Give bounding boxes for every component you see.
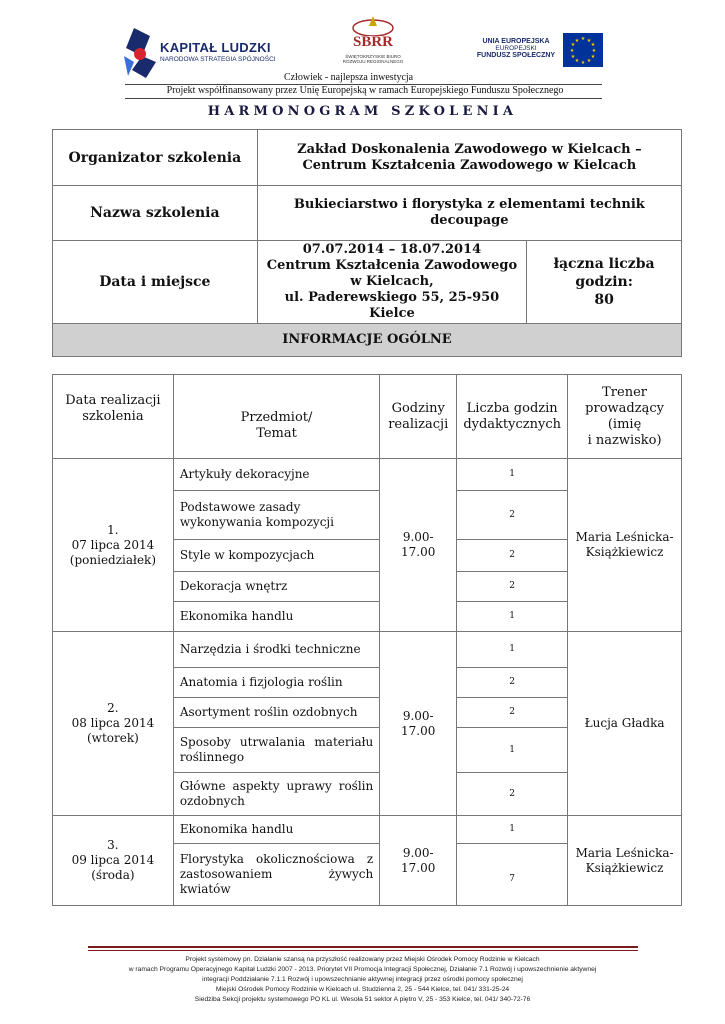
day-number: 1. [107, 522, 119, 537]
project-cofinancing-line: Projekt współfinansowany przez Unię Europejską w ramach Europejskiego Funduszu Społecznego [166, 85, 564, 96]
day-date-cell [53, 632, 174, 816]
trainer-name: Książkiewicz [585, 545, 664, 559]
document-title: HARMONOGRAM SZKOLENIA [207, 104, 518, 119]
subject-cell: Dekoracja wnętrz [173, 572, 379, 602]
total-hours-cell [527, 241, 682, 324]
day-weekday: (środa) [91, 868, 135, 882]
date-place-label: Data i miejsce [53, 241, 258, 324]
header-line: realizacji [388, 416, 449, 432]
day-number: 3. [107, 838, 119, 852]
date-range: 07.07.2014 – 18.07.2014 [302, 242, 482, 257]
day-date-cell [53, 459, 174, 632]
time-cell [380, 632, 457, 816]
kl-subtitle: NARODOWA STRATEGIA SPÓJNOŚCI [160, 56, 276, 63]
footer [60, 955, 665, 1005]
svg-text:★: ★ [586, 38, 592, 44]
header-line: Data realizacji [65, 393, 161, 408]
header-line: i nazwisko) [587, 432, 662, 448]
time-end: 17.00 [401, 860, 436, 875]
hours-cell: 1 [457, 459, 568, 491]
total-hours-label: łączna liczba [553, 256, 655, 272]
subject-cell: Asortyment roślin ozdobnych [173, 698, 379, 728]
subject-cell: Podstawowe zasady wykonywania kompozycji [173, 491, 379, 540]
schedule-table [52, 374, 682, 906]
svg-text:★: ★ [574, 38, 580, 44]
footer-line: integracji Poddziałanie 7.1.1 Rozwój i upowszechnianie aktywnej integracji przez ośrodki pomocy społecznej [202, 976, 523, 983]
trainer-name: Łucja Gładka [584, 716, 665, 730]
total-hours-value: 80 [594, 292, 614, 308]
eu-line2: EUROPEJSKI [495, 45, 537, 52]
time-end: 17.00 [401, 723, 436, 738]
section-row [53, 324, 682, 357]
header-line: szkolenia [82, 409, 144, 424]
time-start: 9.00- [402, 530, 434, 544]
svg-text:★: ★ [590, 42, 596, 48]
hours-cell: 2 [457, 540, 568, 572]
day-number: 2. [107, 701, 119, 715]
eu-line1: UNIA EUROPEJSKA [482, 38, 550, 45]
day-weekday: (wtorek) [87, 731, 139, 745]
svg-text:★: ★ [586, 58, 592, 64]
header-divider-bottom [125, 98, 602, 99]
kapital-ludzki-logo [120, 26, 160, 80]
table-row [53, 816, 682, 844]
table-row [53, 632, 682, 668]
time-end: 17.00 [401, 545, 436, 559]
total-hours-label: godzin: [575, 274, 633, 290]
trainer-name: Maria Leśnicka- [575, 845, 674, 860]
motto: Człowiek - najlepsza inwestycja [284, 72, 414, 83]
name-row [53, 186, 682, 241]
svg-text:★: ★ [580, 36, 586, 42]
subject-cell: Ekonomika handlu [173, 816, 379, 844]
name-label: Nazwa szkolenia [53, 186, 258, 241]
hours-cell: 2 [457, 668, 568, 698]
header-line: dydaktycznych [463, 416, 561, 432]
time-start: 9.00- [402, 708, 434, 723]
subject-cell: Artykuły dekoracyjne [173, 459, 379, 491]
col-header-date [53, 375, 174, 459]
time-cell [380, 459, 457, 632]
organizer-value [257, 130, 681, 186]
svg-text:★: ★ [574, 58, 580, 64]
trainer-name: Książkiewicz [585, 860, 664, 875]
footer-divider-thin [88, 950, 638, 951]
hours-cell: 1 [457, 602, 568, 632]
organizer-row [53, 130, 682, 186]
subject-cell: Główne aspekty uprawy roślin ozdobnych [173, 773, 379, 816]
col-header-trainer [568, 375, 682, 459]
subject-cell: Narzędzia i środki techniczne [173, 632, 379, 668]
header-line: Trener [602, 384, 647, 400]
svg-text:★: ★ [569, 48, 575, 54]
trainer-name: Maria Leśnicka- [575, 530, 674, 544]
schedule-header-row [53, 375, 682, 459]
hours-cell: 2 [457, 773, 568, 816]
table-row [53, 459, 682, 491]
hours-cell: 1 [457, 816, 568, 844]
time-cell [380, 816, 457, 906]
day-date: 07 lipca 2014 [71, 537, 155, 552]
col-header-hours-count [457, 375, 568, 459]
svg-text:★: ★ [570, 54, 576, 60]
header-line: Liczba godzin [466, 400, 558, 416]
eu-line3: FUNDUSZ SPOŁECZNY [476, 52, 556, 59]
footer-line: Siedziba Sekcji projektu systemowego PO KL ul. Wesoła 51 sektor A piętro V, 25 - 353 Kielce, tel. 041/ 340-72-76 [194, 996, 531, 1003]
sbrr-logo-text: SBRR [352, 34, 393, 50]
subject-cell: Florystyka okolicznościowa z zastosowaniem żywych kwiatów [173, 844, 379, 906]
trainer-cell [568, 632, 682, 816]
subject-cell: Anatomia i fizjologia roślin [173, 668, 379, 698]
trainer-cell [568, 816, 682, 906]
header-line: Przedmiot/ [240, 409, 313, 425]
hours-cell: 2 [457, 491, 568, 540]
name-line: Bukieciarstwo i florystyka z elementami technik [293, 197, 645, 212]
day-date-cell [53, 816, 174, 906]
organizer-line: Centrum Kształcenia Zawodowego w Kielcach [302, 157, 637, 173]
footer-line: Projekt systemowy pn. Działanie szansą na przyszłość realizowany przez Miejski Ośrodek Pomocy Rodzinie w Kielcach [185, 956, 540, 963]
day-weekday: (poniedziałek) [69, 552, 156, 567]
eu-logo-text [470, 38, 562, 59]
subject-cell: Style w kompozycjach [173, 540, 379, 572]
sbrr-emblem-icon [345, 14, 401, 36]
trainer-cell [568, 459, 682, 632]
time-start: 9.00- [402, 845, 434, 860]
hours-cell: 1 [457, 728, 568, 773]
svg-text:★: ★ [590, 54, 596, 60]
eu-flag-icon [563, 33, 603, 67]
hours-cell: 7 [457, 844, 568, 906]
footer-line: w ramach Programu Operacyjnego Kapitał Ludzki 2007 - 2013. Priorytet VII Promocja Integracji Społecznej, Działanie 7.1 Rozwój i upowszechnienie aktywnej [128, 966, 597, 973]
place-line: Centrum Kształcenia Zawodowego [266, 258, 518, 273]
col-header-subject [173, 375, 379, 459]
subject-cell: Ekonomika handlu [173, 602, 379, 632]
organizer-line: Zakład Doskonalenia Zawodowego w Kielcach – [297, 141, 642, 157]
name-value [257, 186, 681, 241]
organizer-label: Organizator szkolenia [53, 130, 258, 186]
header-line: Godziny [391, 400, 445, 416]
kapital-ludzki-text [160, 40, 276, 63]
header-line: Temat [256, 425, 297, 441]
footer-line: Miejski Ośrodek Pomocy Rodzinie w Kielcach ul. Studzienna 2, 25 - 544 Kielce, tel. 041/ 331-25-24 [215, 986, 510, 993]
footer-divider [88, 946, 638, 948]
place-line: w Kielcach, [350, 274, 434, 289]
svg-text:★: ★ [570, 42, 576, 48]
kl-title: KAPITAŁ LUDZKI [160, 40, 271, 55]
date-place-value [257, 241, 527, 324]
col-header-time [380, 375, 457, 459]
svg-text:★: ★ [591, 48, 597, 54]
hours-cell: 2 [457, 572, 568, 602]
date-place-row [53, 241, 682, 324]
svg-text:★: ★ [580, 60, 586, 66]
header-line: prowadzący [585, 400, 664, 416]
hours-cell: 2 [457, 698, 568, 728]
name-line: decoupage [430, 213, 509, 228]
day-date: 08 lipca 2014 [71, 716, 155, 730]
general-info-heading: INFORMACJE OGÓLNE [53, 324, 682, 357]
day-date: 09 lipca 2014 [71, 853, 155, 867]
sbrr-subtitle: ŚWIĘTOKRZYSKIE BIURO ROZWOJU REGIONALNEGO [342, 54, 404, 64]
place-line: ul. Paderewskiego 55, 25-950 Kielce [284, 290, 500, 321]
hours-cell: 1 [457, 632, 568, 668]
subject-cell: Sposoby utrwalania materiału roślinnego [173, 728, 379, 773]
training-info-table [52, 129, 682, 357]
header-line: (imię [607, 416, 642, 432]
header-logos [0, 0, 725, 110]
